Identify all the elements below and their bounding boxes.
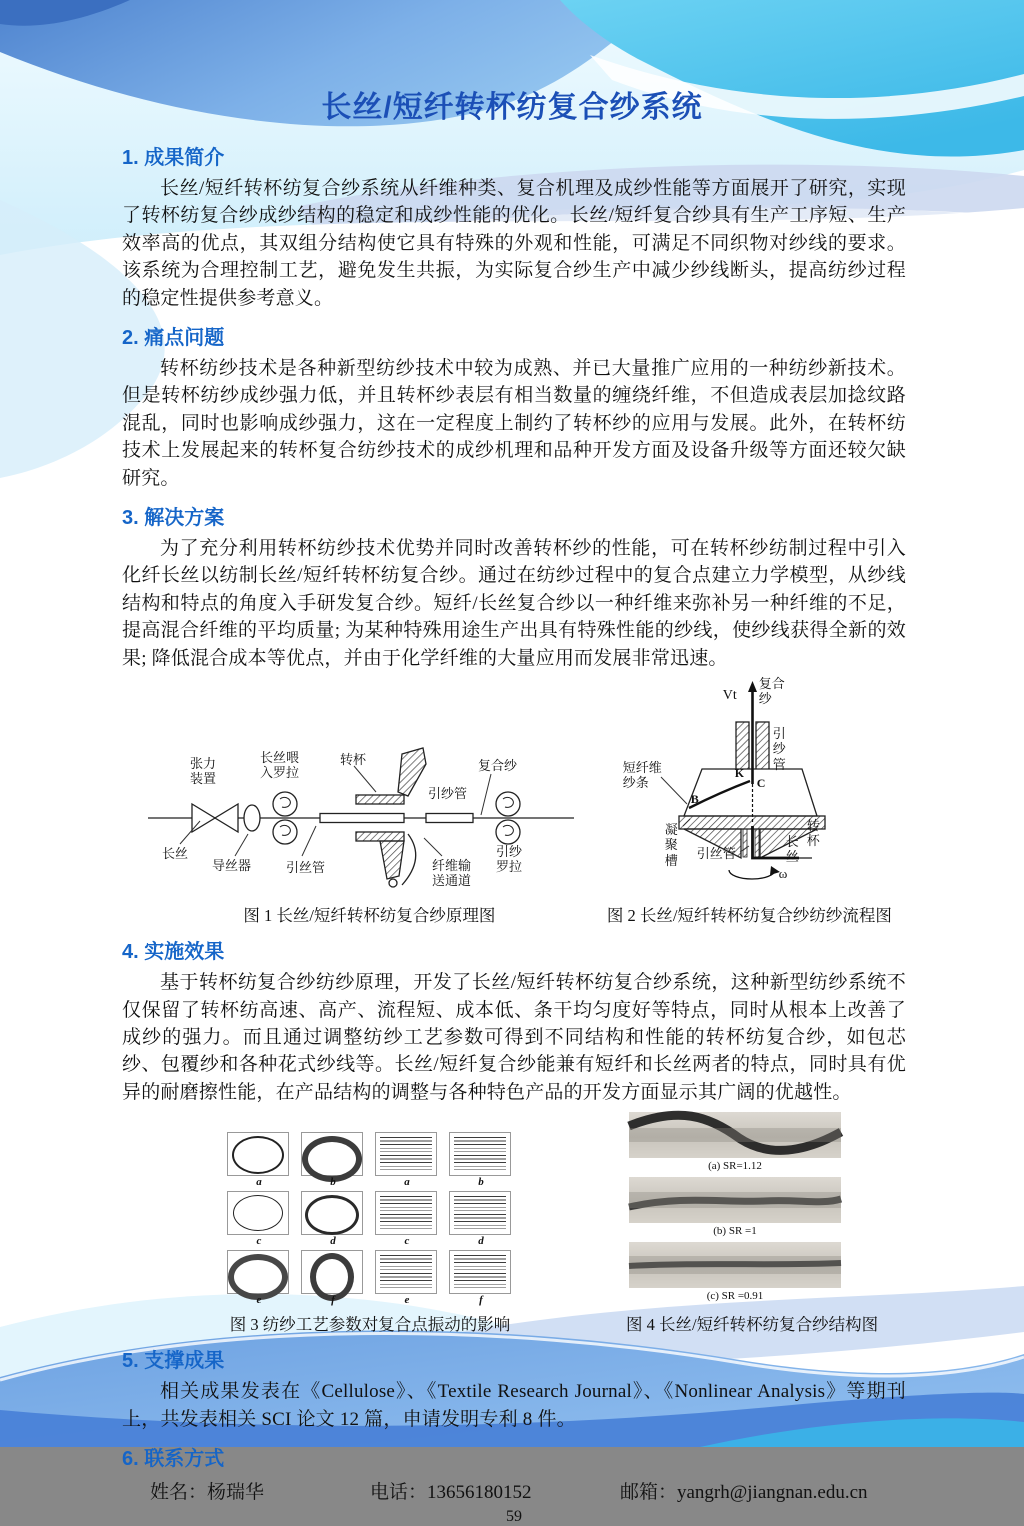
fig4-yarn-photo bbox=[629, 1112, 841, 1158]
figure4-column bbox=[626, 1112, 879, 1335]
fig3-plot-letter: c bbox=[256, 1235, 262, 1248]
fig2-label-point-k: K bbox=[734, 766, 745, 781]
figure2-caption: 图 2 长丝/短纤转杯纺复合纱纺纱流程图 bbox=[606, 906, 892, 926]
fig1-label-tension-device: 张力装置 bbox=[190, 756, 217, 787]
fig4-photo-label: (a) SR=1.12 bbox=[708, 1160, 762, 1173]
fig3-plot bbox=[227, 1250, 291, 1307]
section-heading-achievements: 1. 成果简介 bbox=[122, 147, 225, 169]
fig2-label-point-c: C bbox=[756, 776, 766, 791]
fig2-label-vt: Vt bbox=[722, 688, 737, 704]
fig1-label-composite-yarn: 复合纱 bbox=[478, 758, 518, 774]
section-body-results: 基于转杯纺复合纱纺纱原理，开发了长丝/短纤转杯纺复合纱系统，这种新型纺纱系统不仅保留了转杯纺高速、高产、流程短、成本低、条干均匀度好等特点，同时从根本上改善了成纱的强力。而且通过调整纺纱工艺参数可得到不同结构和性能的转杯纺复合纱，如包芯纱、包覆纱和各种花式纱线等。长丝/短纤复合纱能兼有短纤和长丝两者的特点，同时具有优异的耐磨擦性能，在产品结构的调整与各种特色产品的开发方面显示其广阔的优越性。 bbox=[122, 972, 906, 1103]
fig4-yarn-photo bbox=[629, 1177, 841, 1223]
section-body-achievements: 长丝/短纤转杯纺复合纱系统从纤维种类、复合机理及成纱性能等方面展开了研究，实现了转杯纺复合纱成纱结构的稳定和成纱性能的优化。长丝/短纤复合纱具有生产工序短、生产效率高的优点，其双组分结构使它具有特殊的外观和性能，可满足不同织物对纱线的要求。该系统为合理控制工艺，避免发生共振，为实际复合纱生产中减少纱线断头，提高纺纱过程的稳定性提供参考意义。 bbox=[122, 178, 906, 309]
fig3-plot-letter: a bbox=[256, 1176, 262, 1189]
fig4-photo-label: (c) SR =0.91 bbox=[706, 1290, 764, 1303]
figure1-principle-diagram bbox=[140, 738, 580, 898]
fig2-label-rotor: 转杯 bbox=[806, 818, 820, 849]
figure2-flow-diagram bbox=[599, 676, 899, 898]
fig3-plot-letter: d bbox=[330, 1235, 336, 1248]
fig2-label-composite-yarn: 复合纱 bbox=[758, 676, 785, 707]
fig1-label-takeup-roller: 引纱罗拉 bbox=[496, 844, 523, 875]
fig3-plot-letter: f bbox=[479, 1294, 483, 1307]
fig3-plot bbox=[375, 1250, 439, 1307]
fig2-label-point-b: B bbox=[690, 792, 699, 807]
fig1-label-rotor: 转杯 bbox=[340, 752, 367, 768]
fig4-yarn-photo bbox=[629, 1242, 841, 1288]
fig3-plot bbox=[449, 1250, 513, 1307]
fig3-plot bbox=[375, 1132, 439, 1189]
fig3-plot-letter: b bbox=[478, 1176, 484, 1189]
fig2-label-staple-strand: 短纤维纱条 bbox=[622, 760, 662, 791]
fig2-label-collecting-groove: 凝聚槽 bbox=[664, 822, 678, 868]
fig3-plot bbox=[301, 1132, 365, 1189]
fig3-plot bbox=[227, 1191, 291, 1248]
section-heading-solution: 3. 解决方案 bbox=[122, 507, 225, 530]
section-heading-results: 4. 实施效果 bbox=[122, 941, 225, 964]
figure3-column bbox=[227, 1112, 513, 1335]
page-title: 长丝/短纤转杯纺复合纱系统 bbox=[321, 91, 703, 124]
contact-phone: 电话：13656180152 bbox=[370, 1481, 532, 1503]
fig2-label-omega: ω bbox=[778, 866, 788, 882]
section-heading-publications: 5. 支撑成果 bbox=[122, 1350, 225, 1373]
figure-row-1 bbox=[122, 676, 906, 926]
figure3-caption: 图 3 纺纱工艺参数对复合点振动的影响 bbox=[229, 1315, 511, 1335]
figure4-caption: 图 4 长丝/短纤转杯纺复合纱结构图 bbox=[626, 1315, 879, 1335]
fig3-plot bbox=[375, 1191, 439, 1248]
figure-row-2 bbox=[122, 1112, 906, 1335]
fig3-plot bbox=[301, 1191, 365, 1248]
fig3-plot-letter: a bbox=[404, 1176, 410, 1189]
fig1-label-fiber-channel: 纤维输送通道 bbox=[432, 858, 472, 889]
fig2-label-yarn-tube: 引纱管 bbox=[772, 726, 786, 772]
section-body-painpoints: 转杯纺纱技术是各种新型纺纱技术中较为成熟、并已大量推广应用的一种纺纱新技术。但是转杯纺纱成纱强力低，并且转杯纱表层有相当数量的缠绕纤维，不但造成表层加捻纹路混乱，同时也影响成纱强力，这在一定程度上制约了转杯纱的应用与发展。此外，在转杯纺技术上发展起来的转杯复合纺纱技术的成纱机理和品种开发方面及设备升级等方面还较欠缺研究。 bbox=[122, 358, 906, 489]
fig3-plot bbox=[301, 1250, 365, 1307]
contact-row bbox=[150, 1477, 906, 1504]
section-heading-contact: 6. 联系方式 bbox=[122, 1447, 225, 1470]
fig1-label-yarn-tube: 引纱管 bbox=[428, 786, 468, 802]
fig3-plot-letter: c bbox=[404, 1235, 410, 1248]
fig3-plot bbox=[449, 1132, 513, 1189]
fig3-plot-letter: d bbox=[478, 1235, 484, 1248]
figure1-caption: 图 1 长丝/短纤转杯纺复合纱原理图 bbox=[243, 906, 496, 926]
fig1-label-silk-tube: 引丝管 bbox=[286, 860, 326, 876]
fig2-label-filament: 长丝 bbox=[785, 834, 799, 865]
fig3-plot bbox=[227, 1132, 291, 1189]
figure4-yarn-photos bbox=[626, 1112, 844, 1307]
fig3-plot-letter: e bbox=[404, 1294, 410, 1307]
figure3-plot-grid bbox=[227, 1132, 513, 1307]
fig1-label-filament: 长丝 bbox=[162, 846, 189, 862]
contact-name: 姓名：杨瑞华 bbox=[150, 1481, 265, 1503]
fig3-plot-letter: f bbox=[331, 1294, 335, 1307]
fig4-photo-label: (b) SR =1 bbox=[713, 1225, 757, 1238]
figure1-column bbox=[122, 676, 599, 926]
figure2-column bbox=[599, 676, 900, 926]
fig1-label-feed-roller: 长丝喂入罗拉 bbox=[260, 750, 300, 781]
section-heading-painpoints: 2. 痛点问题 bbox=[122, 327, 225, 350]
fig2-label-silk-tube: 引丝管 bbox=[696, 846, 736, 862]
section-body-publications: 相关成果发表在《Cellulose》、《Textile Research Journal》、《Nonlinear Analysis》等期刊上，共发表相关 SCI 论文 12 篇，申请发明专利 8 件。 bbox=[122, 1381, 906, 1430]
fig1-label-yarn-guide: 导丝器 bbox=[212, 858, 252, 874]
contact-email: 邮箱：yangrh@jiangnan.edu.cn bbox=[620, 1481, 868, 1503]
fig3-plot bbox=[449, 1191, 513, 1248]
content-area bbox=[122, 132, 906, 1526]
page-number: 59 bbox=[506, 1507, 522, 1525]
fig3-plot-letter: b bbox=[330, 1176, 336, 1189]
section-body-solution: 为了充分利用转杯纺纱技术优势并同时改善转杯纱的性能，可在转杯纱纺制过程中引入化纤长丝以纺制长丝/短纤转杯纺复合纱。通过在纺纱过程中的复合点建立力学模型，从纱线结构和特点的角度入手研发复合纱。短纤/长丝复合纱以一种纤维来弥补另一种纤维的不足，提高混合纤维的平均质量; 为某种特殊用途生产出具有特殊性能的纱线，使纱线获得全新的效果; 降低混合成本等优点，并由于化学纤维的大量应用而发展非常迅速。 bbox=[122, 538, 906, 669]
fig3-plot-letter: e bbox=[256, 1294, 262, 1307]
